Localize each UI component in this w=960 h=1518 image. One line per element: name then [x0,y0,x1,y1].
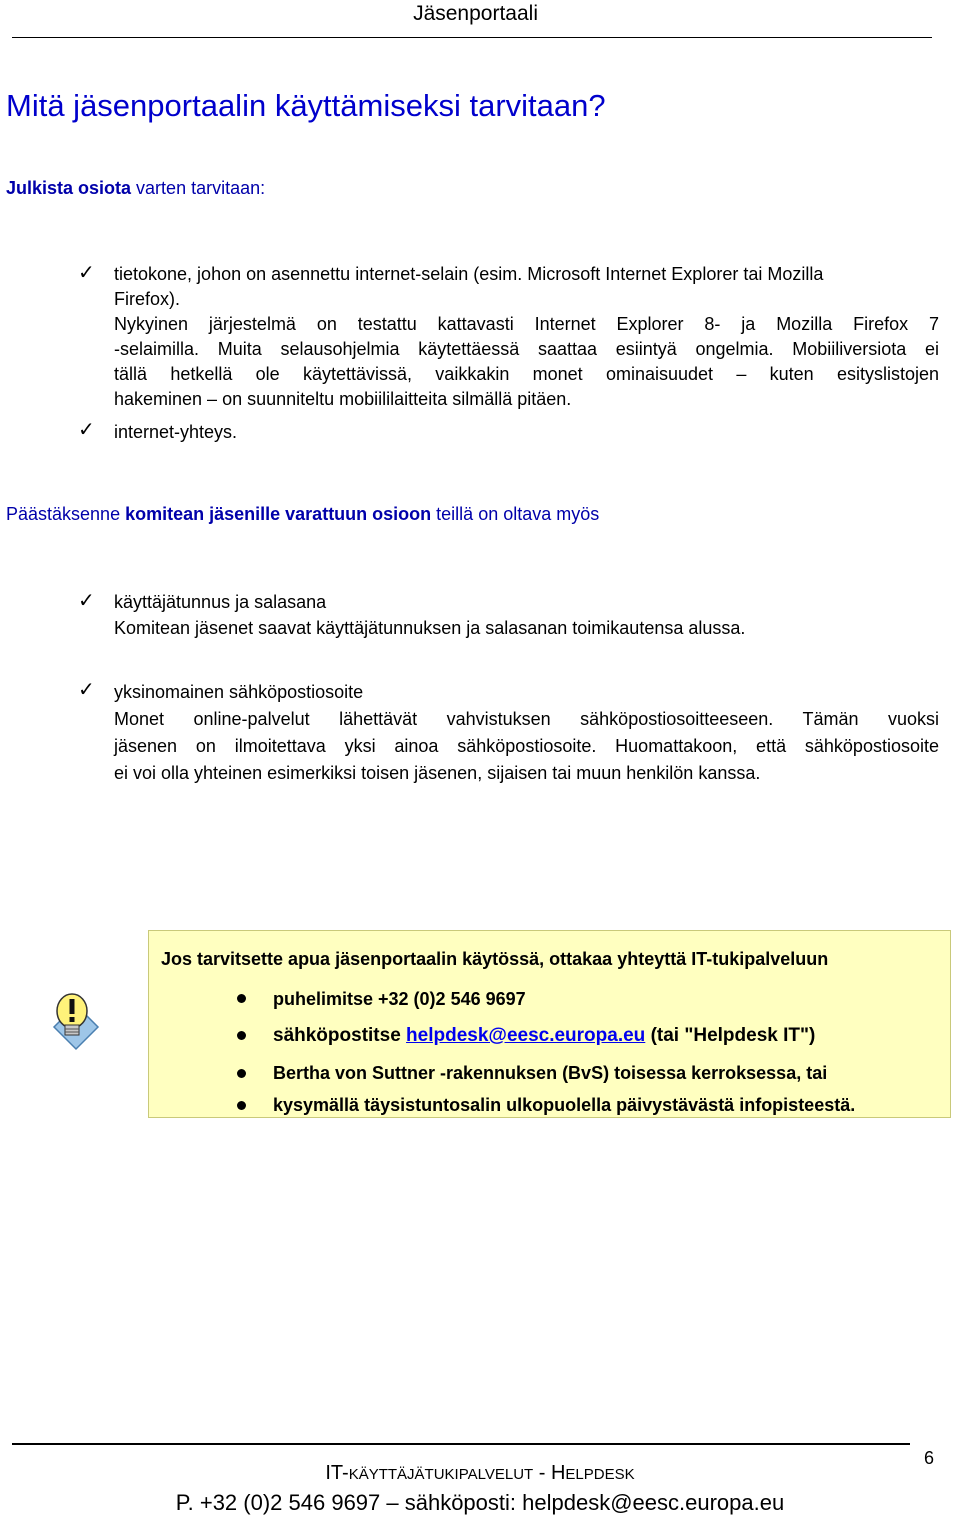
public-item-1-line: -selaimilla. Muita selausohjelmia käytettäessä saattaa esiintyä ongelmia. Mobiiliversiota ei [114,339,939,359]
committee-item-2-line: ei voi olla yhteinen esimerkiksi toisen jäsenen, sijaisen tai muun henkilön kanssa. [114,763,761,783]
public-item-1-line: Nykyinen järjestelmä on testattu kattavasti Internet Explorer 8- ja Mozilla Firefox 7 [114,314,939,334]
public-item-1-line: Firefox). [114,289,181,309]
committee-item-1-title: käyttäjätunnus ja salasana [114,592,327,612]
public-item-2: internet-yhteys. [114,422,238,442]
committee-item-2-line: Monet online-palvelut lähettävät vahvistuksen sähköpostiosoitteeseen. Tämän vuoksi [114,709,939,729]
footer-dept-c: - H [533,1462,566,1484]
public-item-1-line: tietokone, johon on asennettu internet-selain (esim. Microsoft Internet Explorer tai Mozilla [114,264,824,284]
lightbulb-warning-icon [50,987,102,1053]
page-number: 6 [924,1448,935,1468]
committee-intro-bold: komitean jäsenille varattuun osioon [125,504,432,524]
committee-intro-part1: Päästäksenne [6,504,126,524]
help-email-suffix: (tai "Helpdesk IT") [645,1025,816,1046]
public-section-intro-rest: varten tarvitaan: [131,178,266,198]
help-email-prefix: sähköpostitse [273,1025,407,1046]
helpdesk-email-link[interactable]: helpdesk@eesc.europa.eu [406,1025,646,1046]
footer-dept-b: KÄYTTÄJÄTUKIPALVELUT [348,1466,534,1483]
footer-dept-d: ELPDESK [565,1466,635,1483]
committee-item-1-text: Komitean jäsenet saavat käyttäjätunnuksen ja salasanan toimikautensa alussa. [114,618,746,638]
committee-intro-part3: teillä on oltava myös [431,504,600,524]
help-box-title: Jos tarvitsette apua jäsenportaalin käytössä, ottakaa yhteyttä IT-tukipalveluun [161,949,829,969]
help-phone: puhelimitse +32 (0)2 546 9697 [273,989,526,1009]
public-section-intro [6,178,265,199]
public-item-1-line: hakeminen – on suunniteltu mobiililaitteita silmällä pitäen. [114,389,572,409]
committee-item-2 [114,679,939,787]
bullet-dot-icon [237,994,246,1003]
checkmark-icon: ✓ [78,590,95,612]
bullet-dot-icon [237,1101,246,1110]
bullet-dot-icon [237,1031,246,1040]
checkmark-icon: ✓ [78,419,95,441]
committee-section-intro [6,504,599,525]
footer-department [0,1462,960,1485]
footer-divider [12,1443,910,1445]
page-heading: Mitä jäsenportaalin käyttämiseksi tarvitaan? [6,88,606,123]
public-section-intro-bold: Julkista osiota [6,178,132,198]
public-item-1 [114,262,939,412]
help-location-line2: kysymällä täysistuntosalin ulkopuolella päivystävästä infopisteestä. [273,1095,856,1115]
bullet-dot-icon [237,1069,246,1078]
committee-item-2-title: yksinomainen sähköpostiosoite [114,682,364,702]
header-divider [12,37,932,38]
footer-dept-a: IT- [325,1462,349,1484]
help-location-line1: Bertha von Suttner -rakennuksen (BvS) toisessa kerroksessa, tai [273,1063,828,1083]
page-header-title: Jäsenportaali [413,2,538,25]
checkmark-icon: ✓ [78,262,95,284]
help-email [273,1025,815,1047]
help-box [148,930,951,1118]
checkmark-icon: ✓ [78,679,95,701]
footer-contact: P. +32 (0)2 546 9697 – sähköposti: helpdesk@eesc.europa.eu [175,1490,785,1515]
committee-item-1 [114,590,939,641]
public-item-1-line: tällä hetkellä ole käytettävissä, vaikkakin monet ominaisuudet – kuten esityslistojen [114,364,939,384]
committee-item-2-line: jäsenen on ilmoitettava yksi ainoa sähköpostiosoite. Huomattakoon, että sähköpostiosoite [114,736,939,756]
